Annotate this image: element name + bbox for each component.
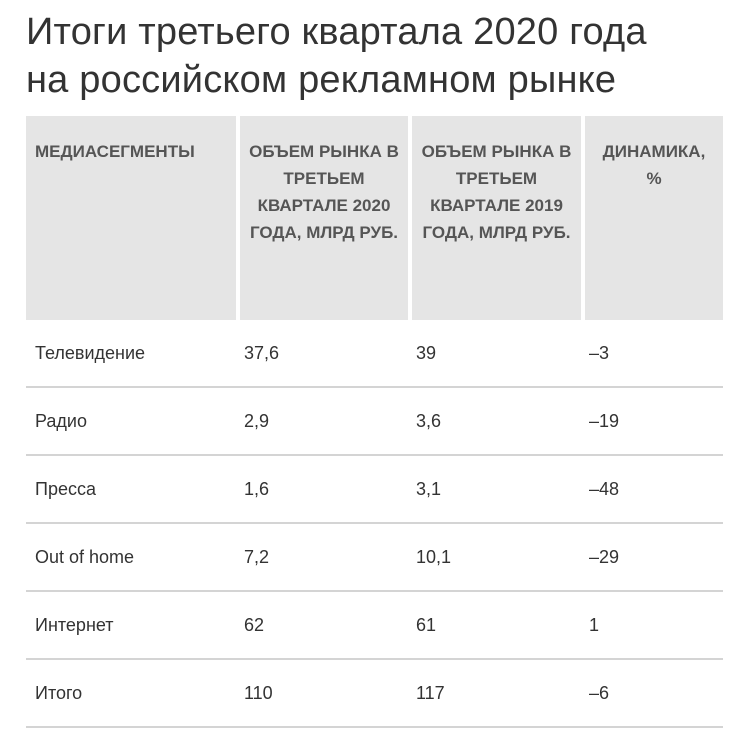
page-title-line-2: на российском рекламном рынке bbox=[26, 59, 617, 101]
cell-change: –19 bbox=[581, 388, 723, 456]
cell-segment: Интернет bbox=[26, 592, 236, 660]
cell-q3-2020: 2,9 bbox=[236, 388, 408, 456]
cell-change: –48 bbox=[581, 456, 723, 524]
cell-change: –6 bbox=[581, 660, 723, 728]
cell-q3-2019: 3,1 bbox=[408, 456, 581, 524]
cell-q3-2019: 61 bbox=[408, 592, 581, 660]
page-title bbox=[26, 8, 736, 104]
cell-q3-2020: 37,6 bbox=[236, 320, 408, 388]
cell-q3-2019: 3,6 bbox=[408, 388, 581, 456]
table-row bbox=[26, 592, 723, 660]
page-title-line-1: Итоги третьего квартала 2020 года bbox=[26, 11, 647, 53]
cell-q3-2020: 110 bbox=[236, 660, 408, 728]
cell-change: 1 bbox=[581, 592, 723, 660]
cell-segment: Out of home bbox=[26, 524, 236, 592]
cell-change: –3 bbox=[581, 320, 723, 388]
cell-segment: Итого bbox=[26, 660, 236, 728]
cell-q3-2019: 117 bbox=[408, 660, 581, 728]
cell-segment: Пресса bbox=[26, 456, 236, 524]
ad-market-table bbox=[26, 116, 723, 728]
header-row bbox=[26, 116, 723, 320]
header-segment: МЕДИАСЕГМЕНТЫ bbox=[26, 116, 236, 320]
cell-q3-2019: 39 bbox=[408, 320, 581, 388]
cell-q3-2020: 62 bbox=[236, 592, 408, 660]
cell-segment: Радио bbox=[26, 388, 236, 456]
table-row bbox=[26, 388, 723, 456]
header-q3-2020: ОБЪЕМ РЫНКА В ТРЕТЬЕМ КВАРТАЛЕ 2020 ГОДА, МЛРД РУБ. bbox=[236, 116, 408, 320]
table-row bbox=[26, 524, 723, 592]
header-q3-2019: ОБЪЕМ РЫНКА В ТРЕТЬЕМ КВАРТАЛЕ 2019 ГОДА, МЛРД РУБ. bbox=[408, 116, 581, 320]
table-row bbox=[26, 320, 723, 388]
table-row bbox=[26, 456, 723, 524]
cell-q3-2020: 1,6 bbox=[236, 456, 408, 524]
table-row bbox=[26, 660, 723, 728]
table-header bbox=[26, 116, 723, 320]
cell-change: –29 bbox=[581, 524, 723, 592]
cell-segment: Телевидение bbox=[26, 320, 236, 388]
cell-q3-2019: 10,1 bbox=[408, 524, 581, 592]
header-change: ДИНАМИКА, % bbox=[581, 116, 723, 320]
table-body bbox=[26, 320, 723, 728]
cell-q3-2020: 7,2 bbox=[236, 524, 408, 592]
